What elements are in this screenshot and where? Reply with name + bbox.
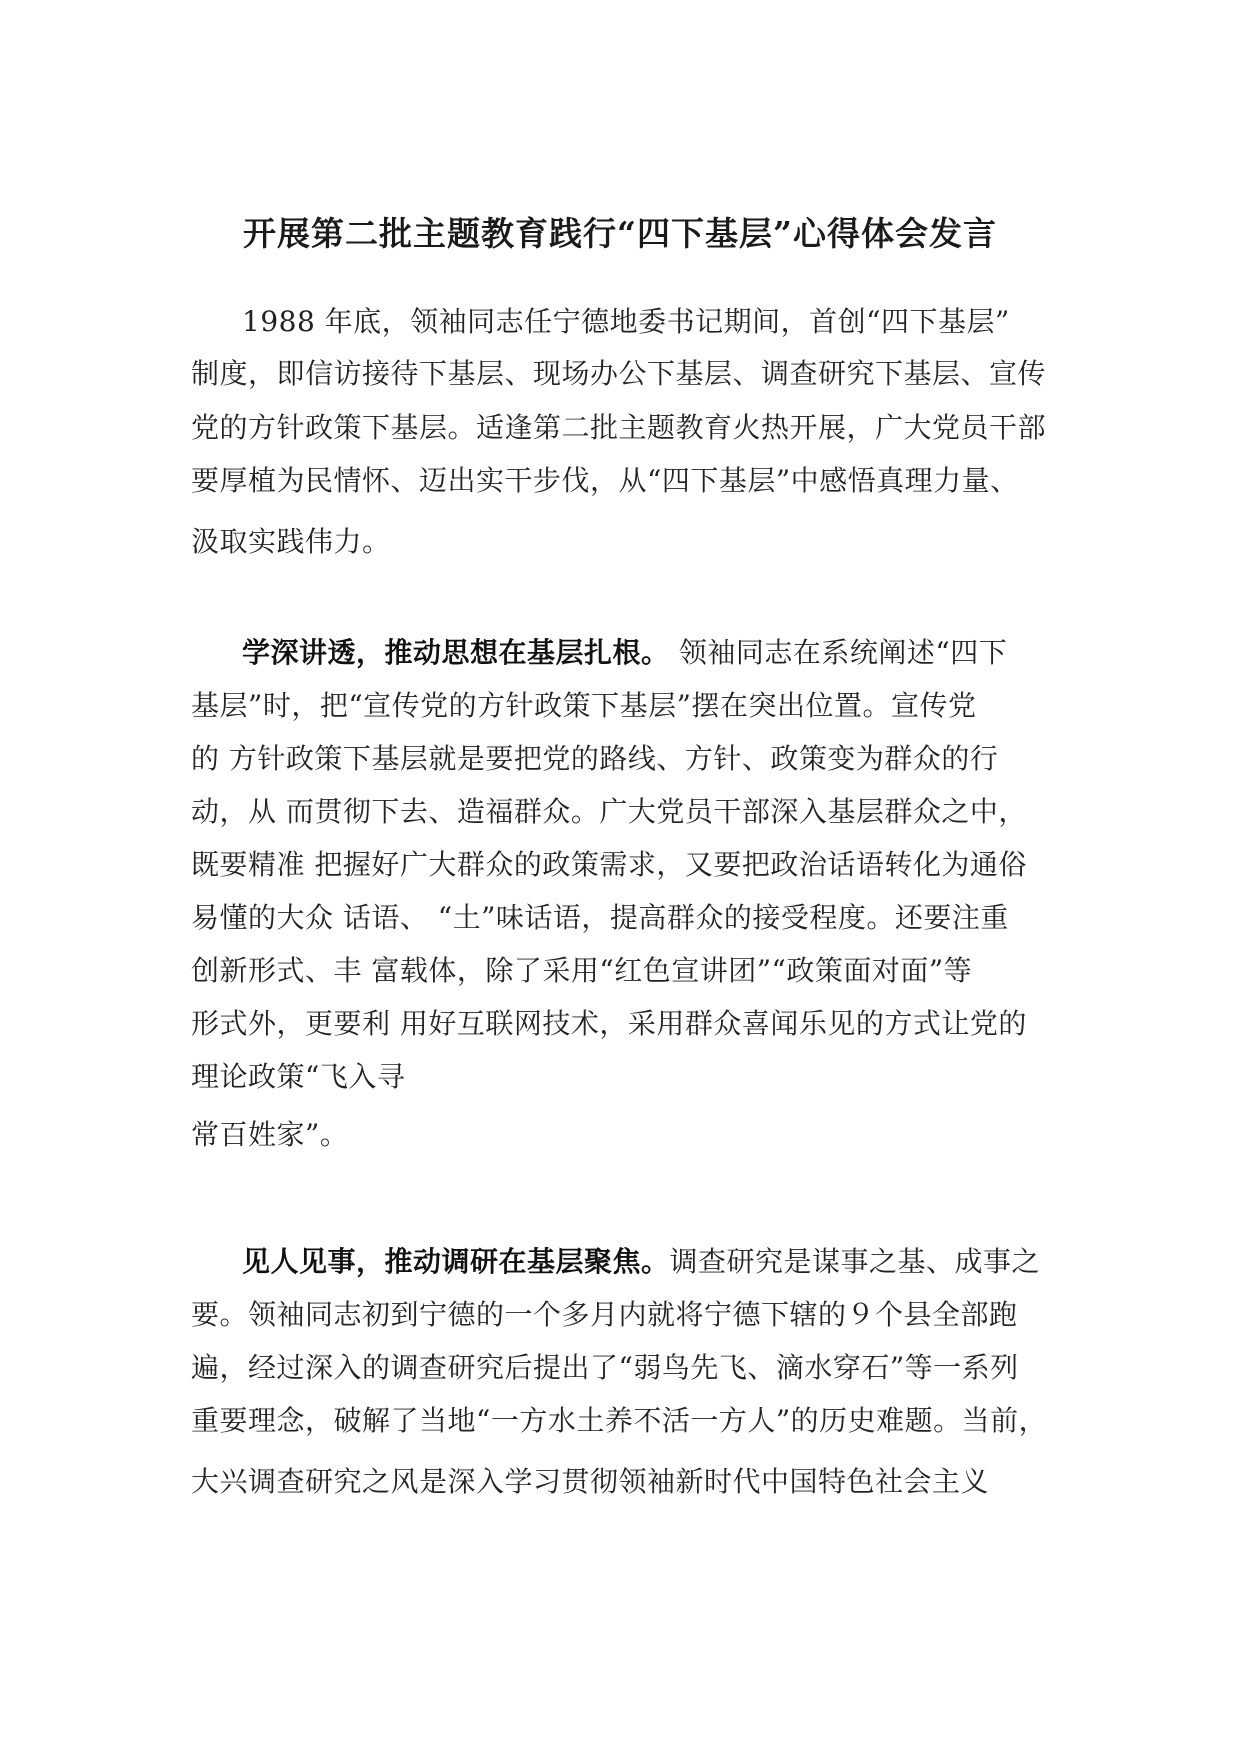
paragraph-line: 既要精准 把握好广大群众的政策需求，又要把政治话语转化为通俗 <box>191 848 1027 881</box>
paragraph-line: 大兴调查研究之风是深入学习贯彻领袖新时代中国特色社会主义 <box>191 1465 990 1498</box>
paragraph-line: 创新形式、丰 富载体，除了采用“红色宣讲团”“政策面对面”等 <box>191 954 973 987</box>
section-heading-line <box>242 1242 1040 1282</box>
paragraph-line: 制度，即信访接待下基层、现场办公下基层、调查研究下基层、宣传 <box>191 357 1047 390</box>
paragraph-line: 基层”时，把“宣传党的方针政策下基层”摆在突出位置。宣传党 <box>191 689 977 722</box>
paragraph-line: 汲取实践伟力。 <box>191 525 391 558</box>
paragraph-line: 遍，经过深入的调查研究后提出了“弱鸟先飞、滴水穿石”等一系列 <box>191 1351 1019 1384</box>
paragraph-line: 动，从 而贯彻下去、造福群众。广大党员干部深入基层群众之中， <box>191 795 1027 828</box>
paragraph-line: 党的方针政策下基层。适逢第二批主题教育火热开展，广大党员干部 <box>191 411 1047 444</box>
paragraph-line: 易懂的大众 话语、 “土”味话语，提高群众的接受程度。还要注重 <box>191 901 1009 934</box>
paragraph-line: 1988 年底，领袖同志任宁德地委书记期间，首创“四下基层” <box>242 305 1010 338</box>
paragraph-line: 的 方针政策下基层就是要把党的路线、方针、政策变为群众的行 <box>191 742 999 775</box>
paragraph-line: 要厚植为民情怀、迈出实干步伐，从“四下基层”中感悟真理力量、 <box>191 464 1019 497</box>
section-lead: 学深讲透，推动思想在基层扎根。 <box>242 636 670 669</box>
paragraph-line: 要。领袖同志初到宁德的一个多月内就将宁德下辖的９个县全部跑 <box>191 1298 1018 1331</box>
paragraph-line: 理论政策“飞入寻 <box>191 1060 406 1093</box>
section-heading-line <box>242 633 1007 673</box>
paragraph-line: 形式外，更要利 用好互联网技术，采用群众喜闻乐见的方式让党的 <box>191 1007 1027 1040</box>
section-lead: 见人见事，推动调研在基层聚焦。 <box>242 1245 670 1278</box>
section-text: 调查研究是谋事之基、成事之 <box>669 1245 1041 1278</box>
paragraph-line: 重要理念，破解了当地“一方水土养不活一方人”的历史难题。当前， <box>191 1404 1048 1437</box>
paragraph-line: 常百姓家”。 <box>191 1118 349 1151</box>
document-title: 开展第二批主题教育践行“四下基层”心得体会发言 <box>243 214 997 253</box>
section-text: 领袖同志在系统阐述“四下 <box>669 636 1008 669</box>
